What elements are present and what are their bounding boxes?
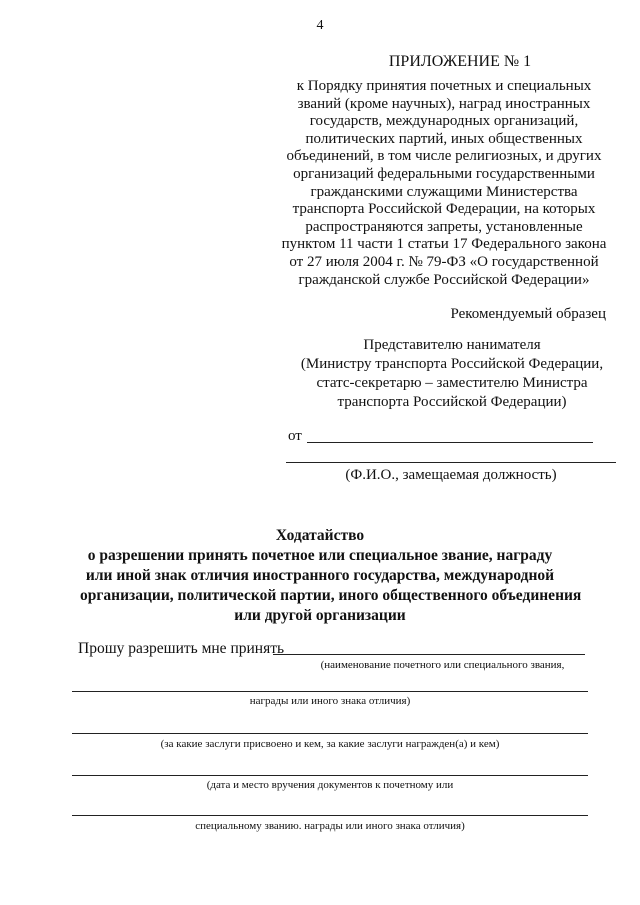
appendix-title: ПРИЛОЖЕНИЕ № 1 bbox=[388, 53, 532, 70]
addressee-line: статс-секретарю – заместителю Министра bbox=[316, 375, 588, 391]
appendix-line: гражданской службе Российской Федерации» bbox=[298, 271, 590, 288]
award-type-fill-line[interactable] bbox=[72, 691, 588, 692]
merit-fill-line[interactable] bbox=[72, 733, 588, 734]
from-fill-line[interactable] bbox=[307, 442, 593, 443]
petition-title: Ходатайство bbox=[275, 527, 365, 544]
request-label: Прошу разрешить мне принять bbox=[78, 640, 285, 657]
appendix-line: государств, международных организаций, bbox=[309, 113, 579, 130]
documents-fill-line[interactable] bbox=[72, 815, 588, 816]
appendix-line: званий (кроме научных), наград иностранных bbox=[297, 95, 591, 112]
petition-line: о разрешении принять почетное или специальное звание, награду bbox=[87, 547, 553, 564]
petition-line: или другой организации bbox=[234, 607, 406, 624]
appendix-line: транспорта Российской Федерации, на которых bbox=[292, 201, 596, 218]
appendix-line: от 27 июля 2004 г. № 79-ФЗ «О государственной bbox=[289, 253, 599, 270]
appendix-line: объединений, в том числе религиозных, и других bbox=[286, 148, 602, 165]
appendix-description bbox=[278, 78, 610, 289]
petition-line: организации, политической партии, иного общественного объединения bbox=[80, 587, 582, 604]
date-place-fill-line[interactable] bbox=[72, 775, 588, 776]
appendix-line: пунктом 11 части 1 статьи 17 Федерального закона bbox=[281, 236, 607, 253]
appendix-line: к Порядку принятия почетных и специальных bbox=[296, 78, 592, 94]
addressee-line: Представителю нанимателя bbox=[363, 337, 541, 353]
name-caption: (Ф.И.О., замещаемая должность) bbox=[345, 467, 557, 483]
appendix-line: распространяются запреты, установленные bbox=[305, 218, 583, 235]
merit-hint: (за какие заслуги присвоено и кем, за какие заслуги награжден(а) и кем) bbox=[160, 738, 500, 750]
petition-line: или иной знак отличия иностранного государства, международной bbox=[85, 567, 555, 584]
date-place-hint: (дата и место вручения документов к почетному или bbox=[206, 779, 454, 791]
petition-heading bbox=[80, 526, 582, 626]
sample-label: Рекомендуемый образец bbox=[450, 306, 606, 322]
addressee-line: транспорта Российской Федерации) bbox=[337, 394, 567, 410]
page-number: 4 bbox=[316, 18, 324, 33]
from-label: от bbox=[288, 428, 302, 444]
award-name-fill-line[interactable] bbox=[273, 654, 585, 655]
appendix-line: гражданскими служащими Министерства bbox=[310, 183, 578, 200]
addressee-line: (Министру транспорта Российской Федерации, bbox=[300, 356, 604, 372]
addressee-block bbox=[292, 336, 612, 412]
appendix-line: организаций федеральными государственными bbox=[293, 165, 595, 182]
award-type-hint: награды или иного знака отличия) bbox=[249, 695, 411, 707]
appendix-line: политических партий, иных общественных bbox=[305, 130, 583, 147]
documents-hint: специальному званию. награды или иного знака отличия) bbox=[195, 820, 465, 832]
award-name-hint: (наименование почетного или специального звания, bbox=[320, 659, 565, 671]
name-fill-line[interactable] bbox=[286, 462, 616, 463]
